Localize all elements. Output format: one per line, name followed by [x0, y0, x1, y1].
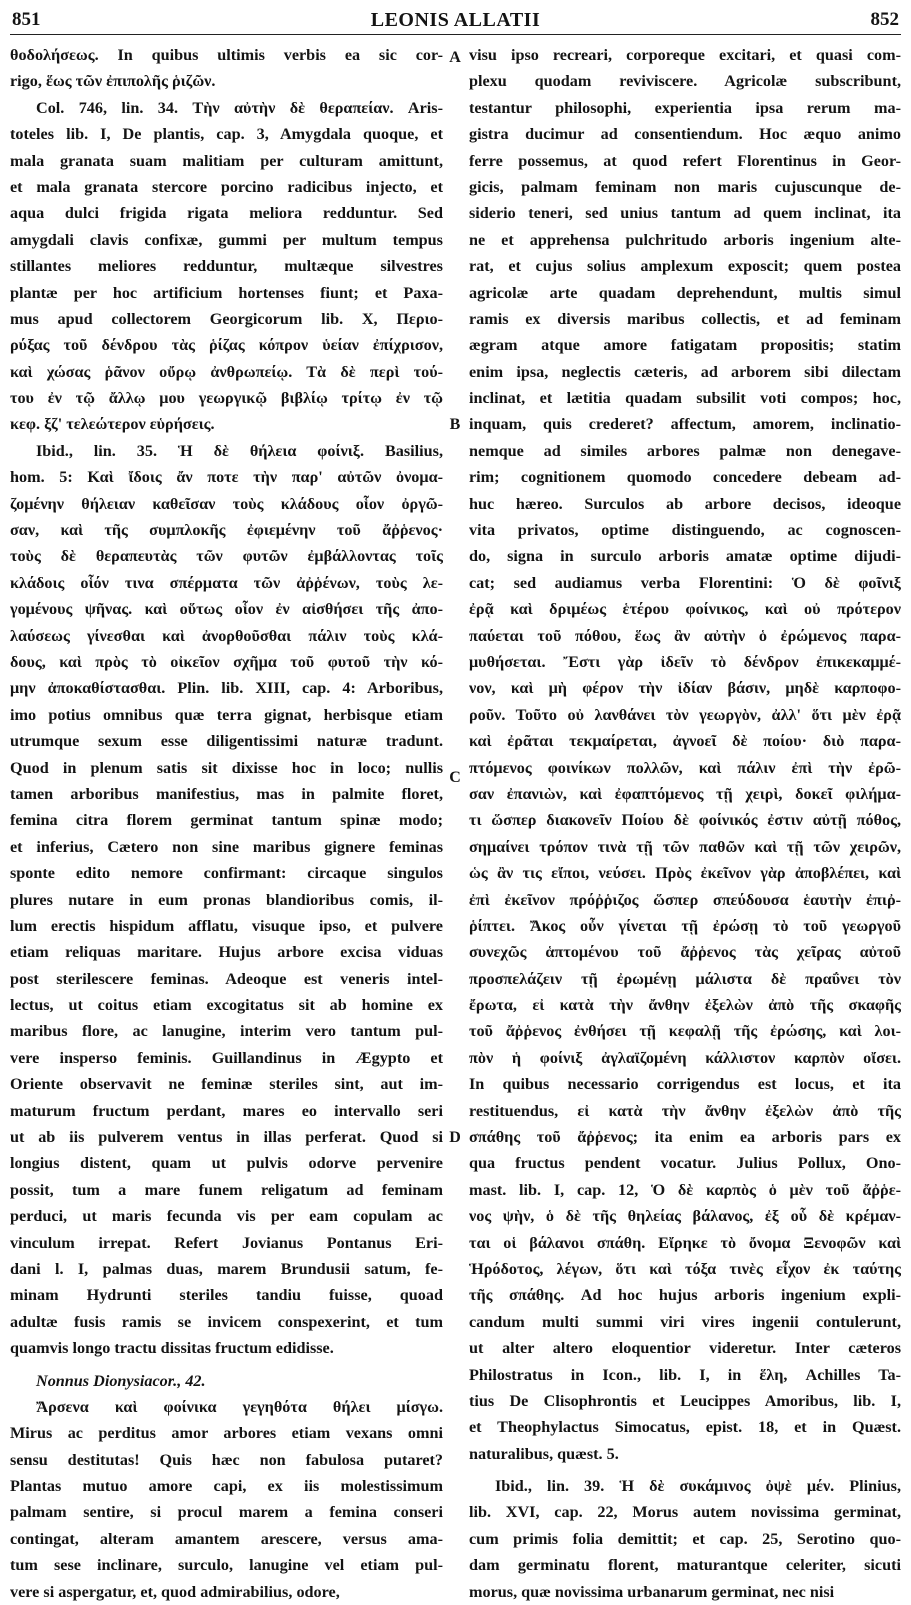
text-line: ut ab iis pulverem ventus in illas perferat. Quod si [10, 1128, 443, 1147]
text-line: Ἡρόδοτος, λέγων, ὅτι καὶ τόξα τινὲς εἶχον ἐκ ταύτης [469, 1259, 901, 1278]
text-line: Philostratus in Icon., lib. I, in ἕλη, Achilles Ta- [469, 1365, 901, 1384]
text-line: προσπελάζειν τῇ ἐρωμένῃ μάλιστα δὲ πραΰνει τὸν [469, 969, 901, 988]
text-line: morus, quæ novissima urbanarum germinat, nec nisi [469, 1582, 835, 1601]
text-line: καὶ χώσας ῥᾶνον οὔρῳ ἀνθρωπείῳ. Τὰ δὲ περὶ τού- [10, 362, 443, 381]
text-line: restituendus, εἰ κατὰ τὴν ἄνθην ἐξελὼν ἀπὸ τῆς [469, 1101, 901, 1120]
text-line: nemque ad similes arbores palmæ non denegave- [469, 441, 901, 460]
text-line: femina citra florem germinat tantum spinæ modo; [10, 811, 443, 830]
text-line: λαύσεως γίνεσθαι καὶ ἀνορθοῦσθαι πάλιν τοὺς κλά- [10, 626, 443, 645]
text-line: do, signa in surculo arboris amatæ optime dijudi- [469, 547, 901, 566]
margin-marker-d: D [449, 1129, 461, 1146]
text-line: τοῦ ἄῤῥενος ἐνθήσει τῇ κεφαλῇ τῆς ἐρώσης, καὶ λοι- [469, 1022, 901, 1041]
text-line: visu ipso recreari, corporeque excitari, et quasi com- [469, 46, 901, 64]
text-line: ferre possemus, at quod refert Florentinus in Geor- [469, 151, 901, 170]
text-line: gistra ducimur ad consentiendum. Hoc æquo animo [469, 125, 901, 144]
text-line: contingat, alteram amantem arescere, versus ama- [10, 1529, 443, 1548]
text-line: minam Hydrunti steriles tandiu fuisse, quoad [10, 1286, 443, 1305]
text-line: ἔρωτα, εἰ κατὰ τὴν ἄνθην ἐξελὼν ἀπὸ τῆς σκαφῆς [469, 996, 901, 1015]
text-line: τι ὥσπερ διακονεῖν Ποίου δὲ φοίνικός ἐστιν αὐτῇ πόθος, [469, 811, 901, 830]
text-line: enim ipsa, neglectis cæteris, ad arborem sibi dilectam [469, 362, 901, 381]
text-line: agricolæ arte quadam deprehendunt, multis simul [469, 283, 901, 302]
text-line: ægram atque amore fatigatam propositis; statim [469, 336, 901, 355]
text-line: stillantes meliores redduntur, multæque silvestres [10, 257, 443, 276]
text-line: γομένους ψῆνας. καὶ οὕτως οἷον ἐν αἰσθήσει τῆς ἀπο- [10, 600, 443, 619]
text-line: palmam sentire, si procul marem a femina conseri [10, 1503, 443, 1522]
text-line: Ibid., lin. 35. Ἡ δὲ θήλεια φοίνιξ. Basilius, [36, 441, 443, 460]
text-line: toteles lib. I, De plantis, cap. 3, Amygdala quoque, et [10, 125, 443, 144]
text-line: et mala granata stercore porcino radicibus injecto, et [10, 177, 443, 196]
margin-marker-a: A [449, 49, 461, 66]
text-line: Quod in plenum satis sit dixisse hoc in loco; nullis [10, 758, 443, 777]
text-line: τῆς σπάθης. Ad hoc hujus arboris ingenium expli- [469, 1286, 901, 1305]
text-line: ne et apprehensa pulchritudo arboris ingenium alte- [469, 230, 901, 249]
text-line: ῥίπτει. Ἄκος οὖν γίνεται τῇ ἐρώσῃ τὸ τοῦ γεωργοῦ [469, 916, 901, 935]
margin-marker-b: B [449, 416, 461, 433]
text-line: aqua dulci frigida rigata meliora redduntur. Sed [10, 204, 443, 223]
text-line: et Theophylactus Simocatus, epist. 18, et in Quæst. [469, 1418, 901, 1437]
text-line: ζομένην θήλειαν καθεῖσαν τοὺς κλάδους οἷον ὀργῶ- [10, 494, 443, 513]
text-line: longius distent, quam ut pulvis odorve pervenire [10, 1154, 443, 1173]
text-line: siderio teneri, sed unius tantum ad quem inclinat, ita [469, 204, 901, 223]
text-line: του ἐν τῷ ἄλλῳ μου γεωργικῷ βιβλίῳ τρίτῳ ἐν τῷ [10, 389, 443, 408]
text-line: vere insperso feminis. Guillandinus in Ægypto et [10, 1048, 443, 1067]
running-title: LEONIS ALLATII [370, 9, 541, 31]
text-line: adultæ fusis ramis se invicem conspexerint, et tum [10, 1312, 443, 1331]
text-line: possit, tum a mare funem religatum ad feminam [10, 1180, 443, 1199]
text-line: vere si aspergatur, et, quod admirabilius, odore, [10, 1582, 340, 1601]
header-rule [10, 34, 901, 35]
text-line: mus apud collectorem Georgicorum lib. X, Περιο- [10, 309, 443, 328]
text-line: post sterilescere feminas. Adeoque est veneris intel- [10, 969, 443, 988]
text-line: imo potius omnibus quæ terra gignat, herbisque etiam [10, 705, 443, 724]
left-text-column [10, 42, 443, 1605]
text-line: rigo, ἕως τῶν ἐπιπολῆς ῥιζῶν. [10, 72, 216, 91]
text-line: tius De Clisophrontis et Leucippes Amoribus, lib. I, [469, 1391, 901, 1410]
text-line: lib. XVI, cap. 22, Morus autem novissima germinat, [469, 1503, 901, 1522]
text-line: Plantas mutuo amore capi, ex iis molestissimum [10, 1477, 443, 1496]
text-line: πτόμενος φοινίκων πολλῶν, καὶ πάλιν ἐπὶ τὴν ἐρῶ- [469, 758, 901, 777]
text-line: Oriente observavit ne feminæ steriles sint, aut im- [10, 1075, 443, 1094]
text-line: plexu quodam reviviscere. Agricolæ subscribunt, [469, 72, 901, 91]
text-line: hom. 5: Καὶ ἴδοις ἄν ποτε τὴν παρ' αὐτῶν ὀνομα- [10, 468, 443, 487]
text-line: dam germinatu florent, maturantque celeriter, sicuti [469, 1556, 901, 1575]
margin-marker-c: C [449, 769, 461, 786]
text-line: sponte edito nemore confirmant: circaque singulos [10, 864, 443, 883]
text-line: mast. lib. I, cap. 12, Ὁ δὲ καρπὸς ὁ μὲν τοῦ ἄῤῥε- [469, 1180, 901, 1199]
text-line: μυθήσεται. Ἔστι γὰρ ἰδεῖν τὸ δένδρον ἐπικεκαμμέ- [469, 652, 901, 671]
text-line: dani l. I, palmas duas, marem Brundusii satum, fe- [10, 1259, 443, 1278]
text-line: maribus flore, ac lanugine, interim vero tantum pul- [10, 1022, 443, 1041]
text-line: etiam reliquas maritare. Hujus arbore excisa viduas [10, 943, 443, 962]
text-line: τοὺς δὲ θεραπευτὰς τῶν φυτῶν ἐμβάλλοντας τοῖς [10, 547, 443, 566]
text-line: δους, καὶ πρὸς τὸ οἰκεῖον σχῆμα τοῦ φυτοῦ τὴν κό- [10, 652, 443, 671]
text-line: naturalibus, quæst. 5. [469, 1444, 619, 1463]
text-line: ροῦν. Τοῦτο οὐ λανθάνει τὸν γεωργὸν, ἀλλ' ὅτι μὲν ἐρᾷ [469, 705, 901, 724]
text-line: ρύξας τοῦ δένδρου τὰς ῥίζας κόπρον ὑείαν ἐπίχρισον, [10, 336, 443, 355]
page-number-left: 851 [12, 9, 41, 30]
text-line: rat, et cujus solius amplexum exposcit; quem postea [469, 257, 901, 276]
text-line: παύεται τοῦ πόθου, ἕως ἂν αὐτὴν ὁ ἐρώμενος παρα- [469, 626, 901, 645]
text-line: Col. 746, lin. 34. Τὴν αὐτὴν δὲ θεραπείαν. Aris- [36, 98, 443, 117]
text-line: utrumque sexum esse diligentissimi naturæ tradunt. [10, 732, 443, 751]
text-line: πὸν ἡ φοίνιξ ἀγλαϊζομένη κάλλιστον καρπὸν οἴσει. [469, 1048, 901, 1067]
text-line: ramis ex diversis maribus collectis, et ad feminam [469, 309, 901, 328]
text-line: qua fructus pendent vocatur. Julius Pollux, Ono- [469, 1154, 901, 1173]
text-line: testantur philosophi, experientia ipsa rerum ma- [469, 98, 901, 117]
text-line: ἐπὶ ἐκεῖνον πρόῤῥιζος ὥσπερ σπεύδουσα ἑαυτὴν ἐπιῤ- [469, 890, 901, 909]
text-line: καὶ ἐρᾶται τεκμαίρεται, ἀγνοεῖ δὲ ποίου· διὸ παρα- [469, 732, 901, 751]
text-line: σαν, καὶ τῆς συμπλοκῆς ἐφιεμένην τοῦ ἄῤῥενος· [10, 521, 443, 540]
text-line: amygdali clavis confixæ, gummi per multum tempus [10, 230, 443, 249]
text-line: perduci, ut maris fecunda vis per eam copulam ac [10, 1207, 443, 1226]
text-line: gicis, palmam feminam non maris cujuscunque de- [469, 177, 901, 196]
text-line: νος ψὴν, ὁ δὲ τῆς θηλείας βάλανος, ἐξ οὗ δὲ κρέμαν- [469, 1207, 901, 1226]
right-text-column [469, 42, 901, 1605]
text-line: cum primis folia demittit; et cap. 25, Serotino quo- [469, 1529, 901, 1548]
text-line: Mirus ac perditus amor arbores etiam vexans omni [10, 1424, 443, 1443]
text-line: ται οἱ βάλανοι σπάθη. Εἴρηκε τὸ ὄνομα Ξενοφῶν καὶ [469, 1233, 901, 1252]
text-line: vita privatos, optime distinguendo, ac cognoscen- [469, 521, 901, 540]
text-line: σπάθης τοῦ ἄῤῥενος; ita enim ea arboris pars ex [469, 1128, 901, 1147]
text-line: ἐρᾷ καὶ δριμέως ἑτέρου φοίνικος, καὶ οὐ πρότερον [469, 600, 901, 619]
text-line: candum multi summi viri vires ingenii contulerunt, [469, 1312, 901, 1331]
text-line: inquam, quis crederet? affectum, amorem, inclinatio- [469, 415, 901, 434]
text-line: tum sese inclinare, surculo, lanugine vel etiam pul- [10, 1556, 443, 1575]
text-line: Ἄρσενα καὶ φοίνικα γεγηθότα θήλει μίσγω. [36, 1397, 443, 1416]
text-line: vinculum irrepat. Refert Jovianus Pontanus Eri- [10, 1233, 443, 1252]
page-number-right: 852 [870, 9, 899, 30]
text-line: sensu destitutas! Quis hæc non fabulosa putaret? [10, 1450, 443, 1469]
text-line: νον, καὶ μὴ φέρον τὴν ἰδίαν βάσιν, μηδὲ καρποφο- [469, 679, 901, 698]
text-line: θοδολήσεως. In quibus ultimis verbis ea sic cor- [10, 46, 443, 64]
text-line: ut alter altero eloquentior videretur. Inter cæteros [469, 1339, 901, 1358]
text-line: Nonnus Dionysiacor., 42. [36, 1371, 206, 1390]
text-line: Ibid., lin. 39. Ἡ δὲ συκάμινος ὀψὲ μέν. Plinius, [495, 1477, 901, 1496]
text-line: quamvis longo tractu dissitas fructum edidisse. [10, 1339, 334, 1358]
text-line: plures nutare in eum pronas blandioribus comis, il- [10, 890, 443, 909]
text-line: maturum fructum perdant, mares eo intervallo seri [10, 1101, 443, 1120]
text-line: κλάδοις οἷόν τινα σπέρματα τῶν ἀῤῥένων, τοὺς λε- [10, 573, 443, 592]
text-line: huc hæreo. Surculos ab arbore decisos, ideoque [469, 494, 901, 513]
text-line: In quibus necessario corrigendus est locus, et ita [469, 1075, 901, 1094]
text-line: ὡς ἂν τις εἴποι, νεύσει. Πρὸς ἐκεῖνον γὰρ ἀποβλέπει, καὶ [469, 864, 901, 883]
text-line: mala granata suam malitiam per culturam amittunt, [10, 151, 443, 170]
text-line: cat; sed audiamus verba Florentini: Ὁ δὲ φοῖνιξ [469, 573, 901, 592]
text-line: κεφ. ξζ' τελεώτερον εὑρήσεις. [10, 415, 215, 434]
text-line: et inferius, Cætero non sine maribus gignere feminas [10, 837, 443, 856]
text-line: μην ἀποκαθίστασθαι. Plin. lib. XIII, cap. 4: Arboribus, [10, 679, 443, 698]
text-line: lum erectis hispidum afflatu, visuque ipso, et pulvere [10, 916, 443, 935]
text-line: σαν ἐπανιὼν, καὶ ἐφαπτόμενος τῇ χειρὶ, δοκεῖ φιλήμα- [469, 784, 901, 803]
text-line: plantæ per hoc artificium hortenses fiunt; et Paxa- [10, 283, 443, 302]
text-line: tamen arboribus manifestius, mas in palmite floret, [10, 784, 443, 803]
text-line: lectus, ut coitus etiam excogitatus sit ab homine ex [10, 996, 443, 1015]
text-line: inclinat, et lætitia quadam subsilit voti compos; hoc, [469, 389, 901, 408]
text-line: συνεχῶς ἁπτομένου τοῦ ἄῤῥενος τὰς χεῖρας αὐτοῦ [469, 943, 901, 962]
text-line: σημαίνει τρόπον τινὰ τῇ τῶν παθῶν καὶ τῇ τῶν χειρῶν, [469, 837, 901, 856]
text-line: rim; cognitionem quomodo concedere debeam ad- [469, 468, 901, 487]
